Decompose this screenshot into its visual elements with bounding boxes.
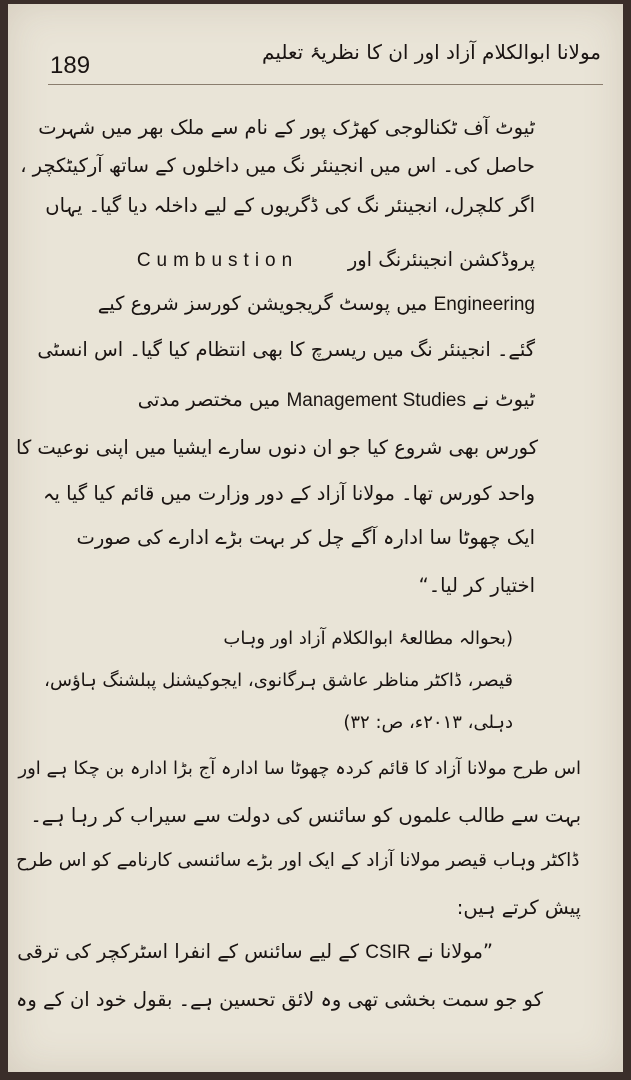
quote-line: ٹیوٹ آف ٹکنالوجی کھڑک پور کے نام سے ملک بھر میں شہرت [38,116,535,139]
quote-line [137,248,535,272]
quote-line: واحد کورس تھا۔ مولانا آزاد کے دور وزارت میں قائم کیا گیا یہ [43,482,535,505]
body-line: پیش کرتے ہیں: [456,896,581,919]
running-title: مولانا ابوالکلام آزاد اور ان کا نظریۂ تعلیم [262,40,601,64]
page-number: 189 [50,52,91,79]
body-line: ڈاکٹر وہاب قیصر مولانا آزاد کے ایک اور بڑے سائنسی کارنامے کو اس طرح [16,850,580,871]
quote-line-latin: Engineering [433,294,535,315]
body-line: اس طرح مولانا آزاد کا قائم کردہ چھوٹا سا ادارہ آج بڑا ادارہ بن چکا ہے اور [18,758,581,779]
quote-line-latin: Management Studies [286,390,466,411]
quote-line: کورس بھی شروع کیا جو ان دنوں سارے ایشیا میں اپنی نوعیت کا [16,436,538,459]
header-rule [48,84,603,85]
quote-line-urdu: پروڈکشن انجینئرنگ اور [347,248,535,271]
citation-line: (بحوالہ مطالعۂ ابوالکلام آزاد اور وہاب [223,628,513,649]
citation-line: قیصر، ڈاکٹر مناظر عاشق ہرگانوی، ایجوکیشنل پبلشنگ ہاؤس، [44,670,513,691]
book-page [8,4,623,1072]
quote2-line-urdu: کے لیے سائنس کے انفرا اسٹرکچر کی ترقی [17,940,360,963]
quote-line-urdu: میں پوسٹ گریجویشن کورسز شروع کیے [97,292,428,315]
quote-line-latin: Cumbustion [136,250,299,271]
quote2-line-urdu: ”مولانا نے [416,940,493,963]
citation-line: دہلی، ۲۰۱۳ء، ص: ۳۲) [343,712,513,733]
quote-line: گئے۔ انجینئر نگ میں ریسرچ کا بھی انتظام کیا گیا۔ اس انسٹی [37,338,535,361]
quote2-line-latin: CSIR [365,942,411,963]
quote2-line [17,940,493,964]
quote-line-urdu: ٹیوٹ نے [472,388,535,411]
body-line: بہت سے طالب علموں کو سائنس کی دولت سے سیراب کر رہا ہے۔ [30,804,581,827]
quote-line [98,292,535,316]
quote-line: ایک چھوٹا سا ادارہ آگے چل کر بہت بڑے ادارے کی صورت [76,526,535,549]
quote-line: اختیار کر لیا۔“ [418,574,535,597]
quote-line [138,388,535,412]
quote-line-urdu: میں مختصر مدتی [137,388,281,411]
quote-line: حاصل کی۔ اس میں انجینئر نگ میں داخلوں کے ساتھ آرکیٹکچر ، [20,154,535,177]
quote-line: اگر کلچرل، انجینئر نگ کی ڈگریوں کے لیے داخلہ دیا گیا۔ یہاں [45,194,535,217]
quote2-line: کو جو سمت بخشی تھی وہ لائق تحسین ہے۔ بقول خود ان کے وہ [16,988,543,1011]
